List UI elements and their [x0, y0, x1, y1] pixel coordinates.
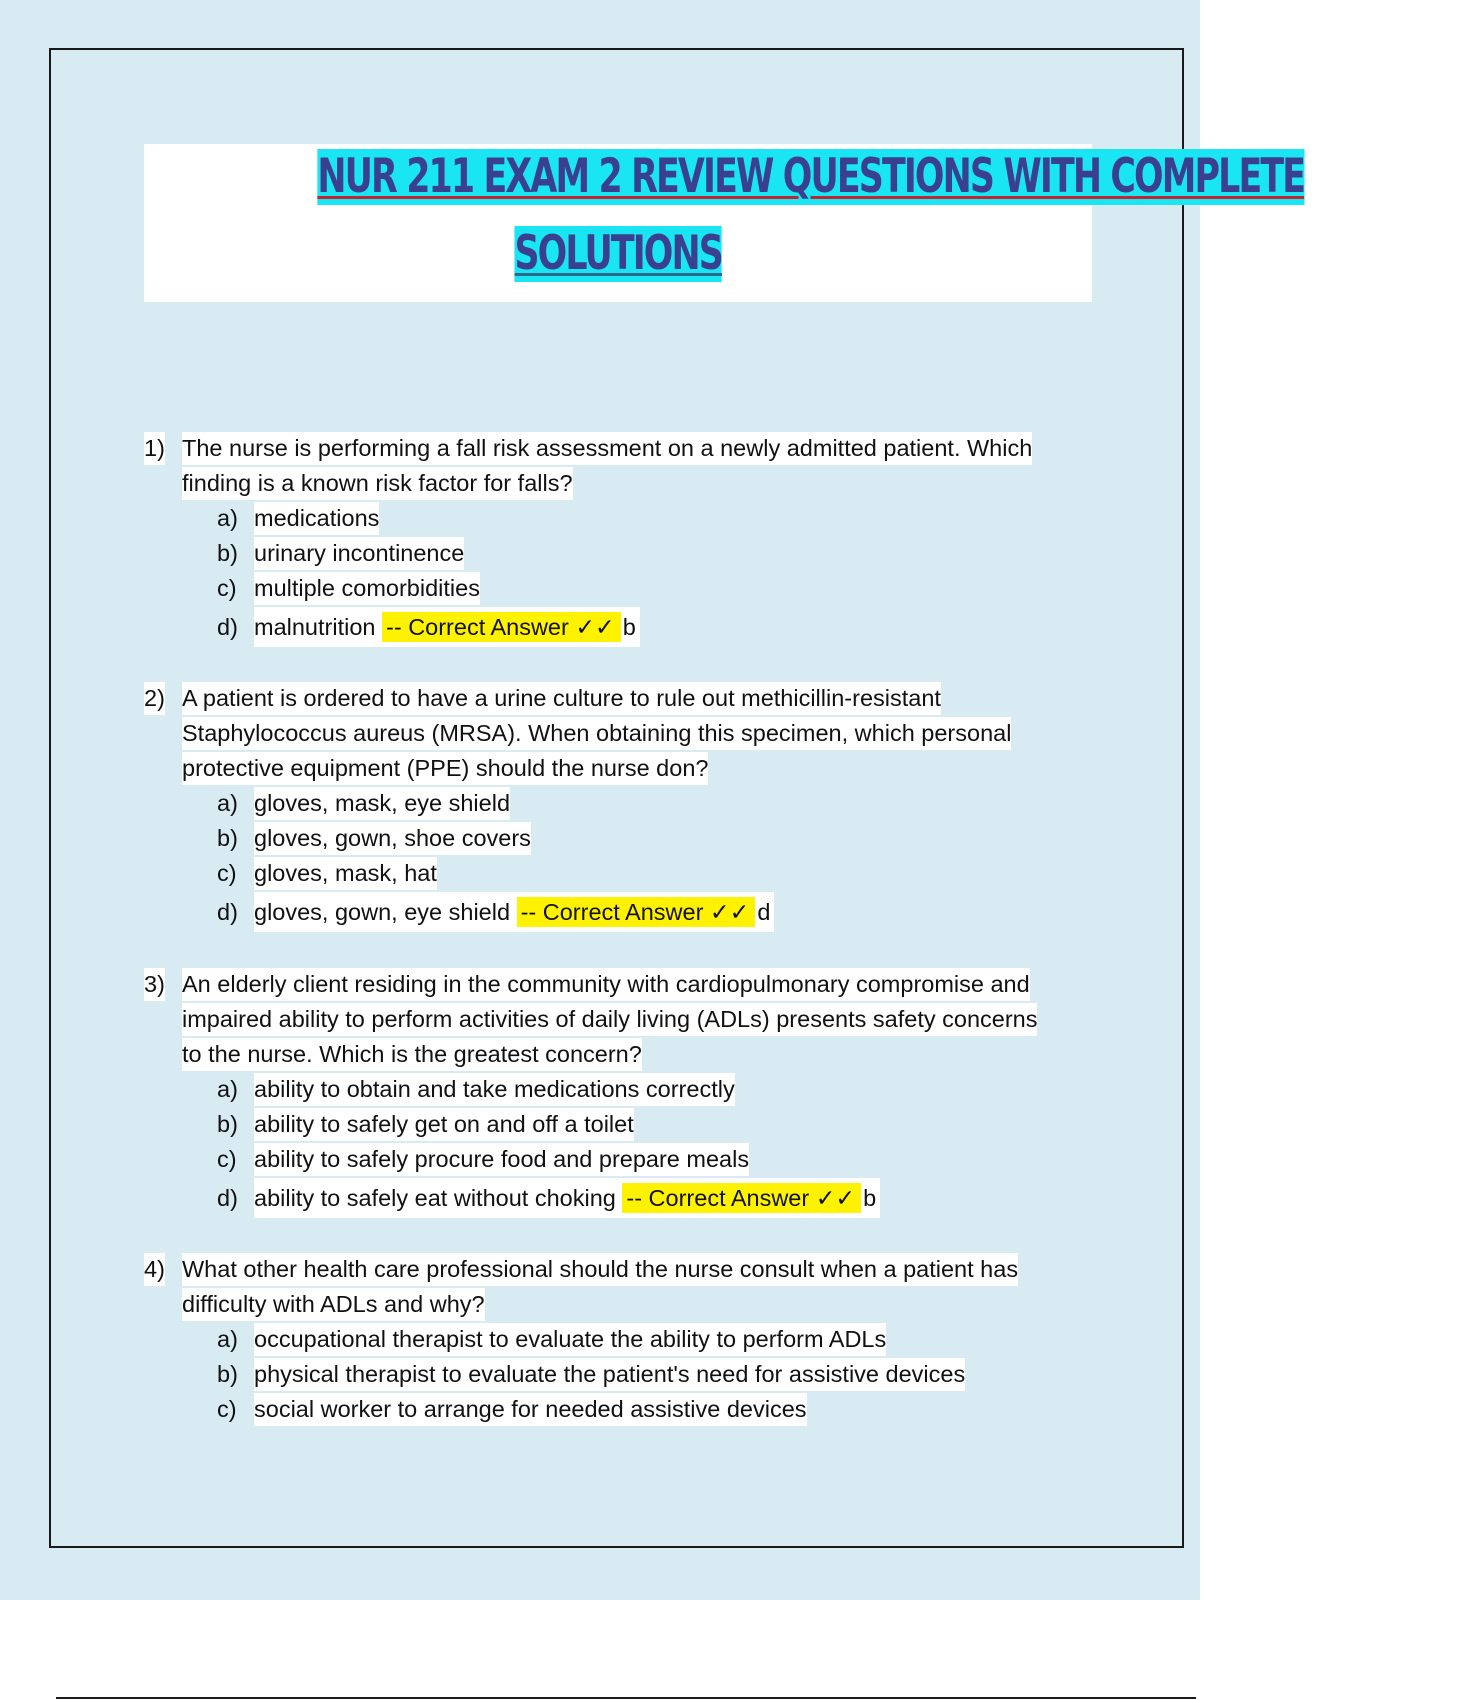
option-c: [144, 1393, 1084, 1428]
option-letter: c): [217, 860, 237, 886]
option-text-with-answer: [254, 1178, 880, 1218]
option-letter: a): [217, 1076, 238, 1102]
option-a: [144, 1323, 1084, 1358]
option-b: [144, 822, 1084, 857]
option-text-with-answer: [254, 607, 640, 647]
option-text: urinary incontinence: [254, 537, 464, 570]
correct-answer-letter: d: [755, 899, 774, 925]
option-text: gloves, gown, eye shield: [254, 899, 511, 925]
bottom-divider: [56, 1697, 1196, 1699]
option-text: physical therapist to evaluate the patient's need for assistive devices: [254, 1358, 965, 1391]
option-letter: b): [217, 825, 238, 851]
option-text: ability to safely get on and off a toilet: [254, 1108, 634, 1141]
option-a: [144, 787, 1084, 822]
question-text-line: An elderly client residing in the community with cardiopulmonary compromise and: [182, 968, 1030, 1001]
option-letter: b): [217, 1111, 238, 1137]
question-text-line: protective equipment (PPE) should the nurse don?: [182, 752, 708, 785]
correct-answer-marker: -- Correct Answer ✓✓: [622, 1183, 861, 1213]
question-1: [144, 432, 1084, 645]
option-letter: d): [217, 614, 238, 640]
option-c: [144, 572, 1084, 607]
option-text: gloves, mask, hat: [254, 857, 437, 890]
option-d: [144, 1178, 1084, 1216]
option-a: [144, 1073, 1084, 1108]
option-text: malnutrition: [254, 614, 376, 640]
question-text-line: to the nurse. Which is the greatest concern?: [182, 1038, 642, 1071]
question-4: [144, 1253, 1084, 1428]
option-letter: a): [217, 790, 238, 816]
question-number: 3): [144, 968, 165, 1001]
option-letter: c): [217, 1146, 237, 1172]
option-text: gloves, mask, eye shield: [254, 787, 510, 820]
option-letter: b): [217, 540, 238, 566]
option-letter: c): [217, 575, 237, 601]
correct-answer-marker: -- Correct Answer ✓✓: [382, 612, 621, 642]
question-text-line: The nurse is performing a fall risk assessment on a newly admitted patient. Which: [182, 432, 1032, 465]
option-text: gloves, gown, shoe covers: [254, 822, 531, 855]
option-text: multiple comorbidities: [254, 572, 480, 605]
option-text: medications: [254, 502, 379, 535]
option-text: ability to safely eat without choking: [254, 1185, 616, 1211]
option-text: social worker to arrange for needed assistive devices: [254, 1393, 807, 1426]
option-text: ability to obtain and take medications correctly: [254, 1073, 735, 1106]
question-number: 1): [144, 432, 165, 465]
question-number: 2): [144, 682, 165, 715]
correct-answer-letter: b: [621, 614, 640, 640]
question-3: [144, 968, 1084, 1216]
document-title-line-1: NUR 211 EXAM 2 REVIEW QUESTIONS WITH COMPLETE: [317, 149, 1305, 204]
option-text-with-answer: [254, 892, 774, 932]
option-d: [144, 892, 1084, 930]
option-c: [144, 1143, 1084, 1178]
correct-answer-marker: -- Correct Answer ✓✓: [517, 897, 756, 927]
document-title-line-2: SOLUTIONS: [514, 226, 722, 281]
question-text-line: finding is a known risk factor for falls?: [182, 467, 573, 500]
title-block: [144, 144, 1305, 302]
correct-answer-letter: b: [861, 1185, 880, 1211]
question-text-line: A patient is ordered to have a urine culture to rule out methicillin-resistant: [182, 682, 941, 715]
option-b: [144, 1108, 1084, 1143]
option-d: [144, 607, 1084, 645]
question-text-line: difficulty with ADLs and why?: [182, 1288, 485, 1321]
option-letter: c): [217, 1396, 237, 1422]
option-letter: a): [217, 1326, 238, 1352]
option-letter: d): [217, 899, 238, 925]
option-letter: d): [217, 1185, 238, 1211]
option-text: occupational therapist to evaluate the ability to perform ADLs: [254, 1323, 886, 1356]
option-letter: b): [217, 1361, 238, 1387]
option-a: [144, 502, 1084, 537]
option-b: [144, 1358, 1084, 1393]
question-number: 4): [144, 1253, 165, 1286]
option-b: [144, 537, 1084, 572]
option-text: ability to safely procure food and prepare meals: [254, 1143, 749, 1176]
option-c: [144, 857, 1084, 892]
question-text-line: What other health care professional should the nurse consult when a patient has: [182, 1253, 1018, 1286]
option-letter: a): [217, 505, 238, 531]
question-2: [144, 682, 1084, 930]
question-text-line: Staphylococcus aureus (MRSA). When obtaining this specimen, which personal: [182, 717, 1011, 750]
question-text-line: impaired ability to perform activities of daily living (ADLs) presents safety concerns: [182, 1003, 1037, 1036]
